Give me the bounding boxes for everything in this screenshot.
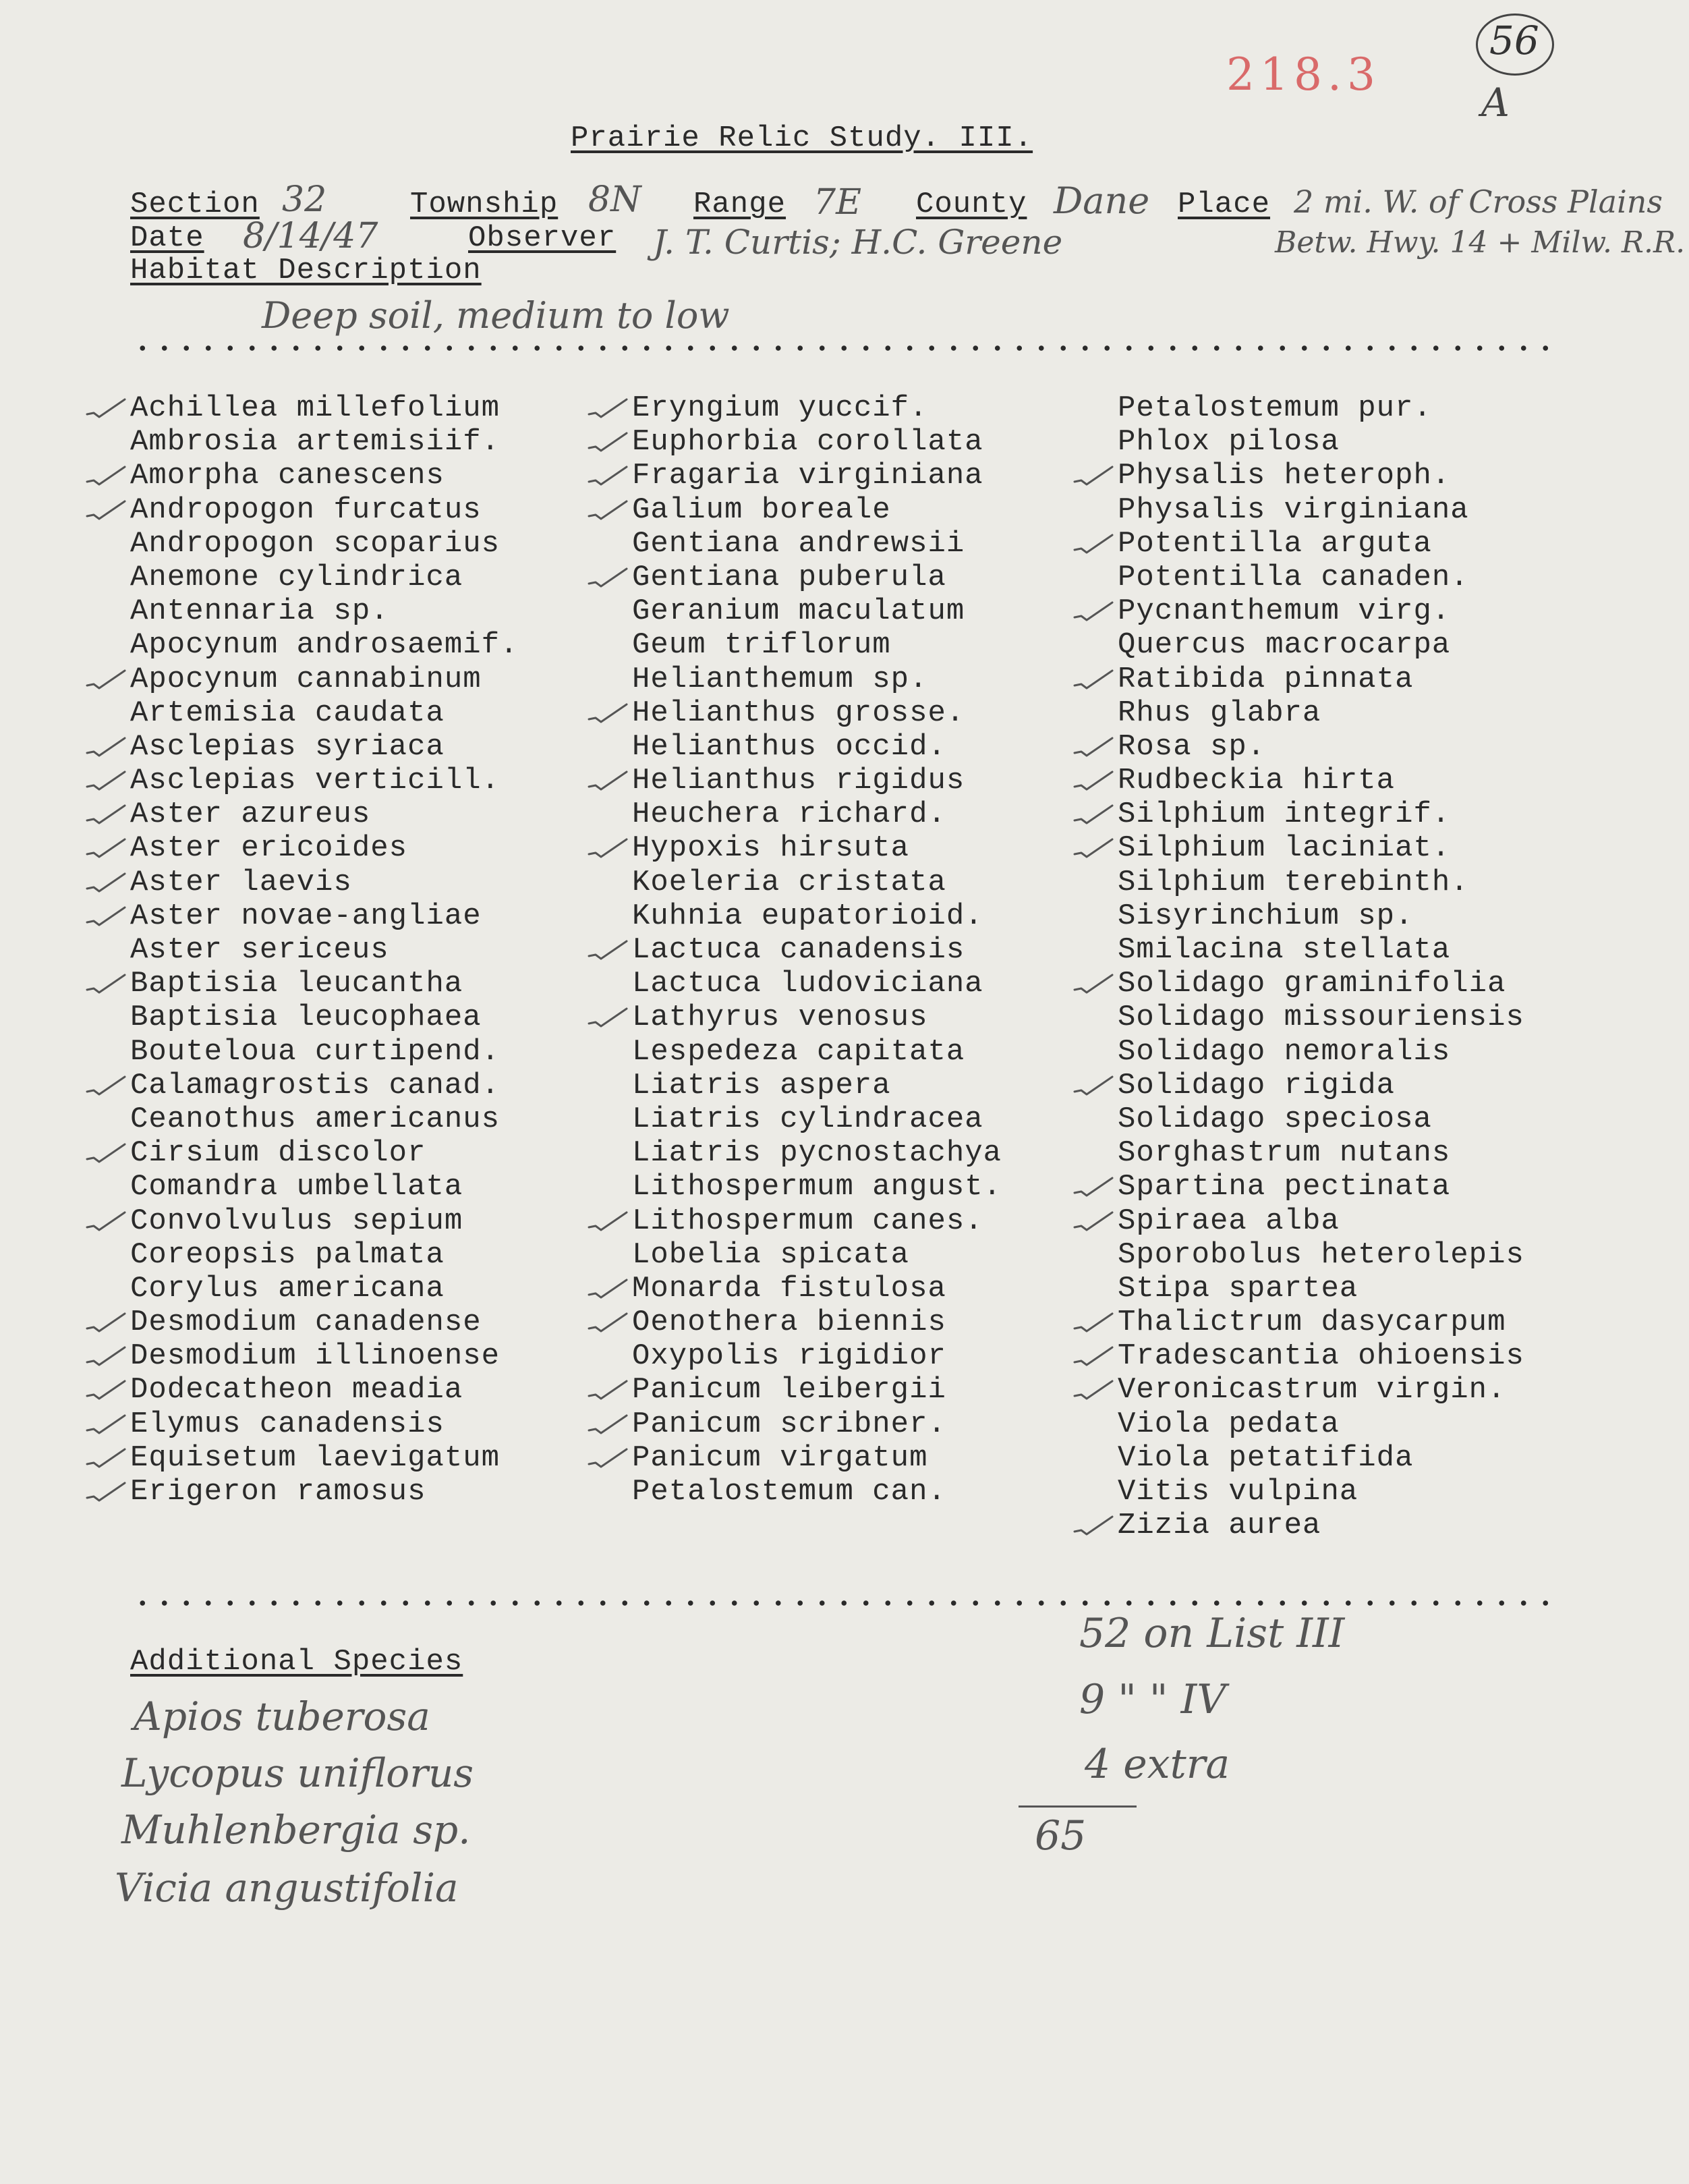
species-row <box>632 797 1002 831</box>
checkmark-icon <box>1072 527 1115 561</box>
species-row <box>1118 933 1524 967</box>
checkmark-icon <box>84 459 127 493</box>
checkmark-icon <box>84 1475 127 1509</box>
species-name: Thalictrum dasycarpum <box>1118 1306 1506 1340</box>
checkmark-icon <box>84 967 127 1001</box>
species-name: Koeleria cristata <box>632 865 946 899</box>
species-row <box>632 1272 1002 1306</box>
tally-total: 65 <box>1035 1812 1087 1859</box>
species-name: Phlox pilosa <box>1118 425 1340 459</box>
checkmark-icon <box>84 899 127 933</box>
species-row <box>1118 899 1524 933</box>
species-name: Zizia aurea <box>1118 1509 1321 1543</box>
checkmark-icon <box>586 459 629 493</box>
species-row <box>1118 1069 1524 1102</box>
species-name: Andropogon scoparius <box>130 526 500 561</box>
species-row <box>1118 628 1524 662</box>
species-name: Petalostemum can. <box>632 1475 946 1509</box>
county-value: Dane <box>1054 179 1150 222</box>
species-name: Aster laevis <box>130 865 352 899</box>
species-row <box>632 1475 1002 1509</box>
species-row <box>632 1170 1002 1204</box>
species-row <box>1118 459 1524 493</box>
species-column-3 <box>1118 391 1524 1542</box>
species-name: Apocynum cannabinum <box>130 662 482 696</box>
species-row <box>632 628 1002 662</box>
species-name: Liatris pycnostachya <box>632 1136 1002 1171</box>
species-name: Geum triflorum <box>632 628 891 663</box>
species-row <box>1118 425 1524 459</box>
species-name: Silphium laciniat. <box>1118 831 1451 866</box>
species-row <box>130 1475 519 1509</box>
species-row <box>130 663 519 696</box>
species-name: Lithospermum canes. <box>632 1204 983 1238</box>
species-row <box>632 899 1002 933</box>
species-name: Amorpha canescens <box>130 459 445 493</box>
checkmark-icon <box>84 1204 127 1238</box>
checkmark-icon <box>1072 1204 1115 1238</box>
species-name: Silphium integrif. <box>1118 797 1451 832</box>
species-row <box>632 1373 1002 1407</box>
species-row <box>130 696 519 730</box>
species-row <box>130 933 519 967</box>
species-row <box>1118 764 1524 797</box>
species-name: Heuchera richard. <box>632 797 946 832</box>
checkmark-icon <box>84 663 127 696</box>
additional-label: Additional Species <box>130 1645 463 1679</box>
species-row <box>1118 1102 1524 1136</box>
species-name: Lithospermum angust. <box>632 1170 1002 1204</box>
species-row <box>632 1069 1002 1102</box>
checkmark-icon <box>586 764 629 797</box>
species-name: Bouteloua curtipend. <box>130 1034 500 1069</box>
species-name: Stipa spartea <box>1118 1271 1358 1306</box>
place-value-line2: Betw. Hwy. 14 + Milw. R.R. <box>1275 225 1686 260</box>
species-name: Aster ericoides <box>130 831 408 866</box>
species-name: Anemone cylindrica <box>130 560 463 594</box>
checkmark-icon <box>1072 764 1115 797</box>
species-name: Monarda fistulosa <box>632 1271 946 1306</box>
additional-item: Vicia angustifolia <box>115 1865 459 1911</box>
species-name: Lobelia spicata <box>632 1237 910 1272</box>
tally-sum-line <box>1019 1805 1137 1808</box>
species-name: Rhus glabra <box>1118 696 1321 730</box>
checkmark-icon <box>586 933 629 967</box>
species-name: Galium boreale <box>632 493 891 527</box>
checkmark-icon <box>1072 1170 1115 1204</box>
species-row <box>130 628 519 662</box>
species-row <box>632 561 1002 594</box>
species-name: Geranium maculatum <box>632 594 965 629</box>
species-row <box>1118 1136 1524 1170</box>
habitat-label: Habitat Description <box>130 254 482 287</box>
checkmark-icon <box>84 1339 127 1373</box>
tally-line-2: 9 " " IV <box>1079 1676 1226 1723</box>
species-name: Vitis vulpina <box>1118 1475 1358 1509</box>
divider-bottom <box>132 1600 1555 1606</box>
species-name: Comandra umbellata <box>130 1170 463 1204</box>
section-value: 32 <box>282 179 327 220</box>
observer-value: J. T. Curtis; H.C. Greene <box>653 223 1063 262</box>
species-name: Baptisia leucophaea <box>130 1001 482 1035</box>
species-name: Achillea millefolium <box>130 391 500 425</box>
species-row <box>1118 391 1524 425</box>
checkmark-icon <box>84 730 127 764</box>
species-name: Erigeron ramosus <box>130 1475 426 1509</box>
checkmark-icon <box>1072 1373 1115 1407</box>
species-row <box>130 594 519 628</box>
checkmark-icon <box>1072 967 1115 1001</box>
checkmark-icon <box>1072 730 1115 764</box>
species-row <box>632 831 1002 865</box>
species-row <box>130 1373 519 1407</box>
species-row <box>130 899 519 933</box>
checkmark-icon <box>84 391 127 425</box>
species-row <box>1118 1035 1524 1069</box>
checkmark-icon <box>1072 663 1115 696</box>
range-value: 7E <box>813 182 862 223</box>
species-row <box>130 1069 519 1102</box>
species-name: Ceanothus americanus <box>130 1102 500 1136</box>
species-row <box>1118 730 1524 764</box>
species-row <box>632 764 1002 797</box>
species-name: Aster sericeus <box>130 933 389 967</box>
species-row <box>130 1238 519 1272</box>
page-letter: A <box>1481 80 1510 125</box>
species-row <box>632 1339 1002 1373</box>
checkmark-icon <box>84 797 127 831</box>
place-label: Place <box>1178 188 1271 221</box>
species-row <box>130 967 519 1001</box>
species-row <box>1118 1407 1524 1441</box>
species-row <box>130 1102 519 1136</box>
species-name: Helianthus grosse. <box>632 696 965 730</box>
species-column-1 <box>130 391 519 1509</box>
species-name: Apocynum androsaemif. <box>130 628 519 663</box>
species-name: Spartina pectinata <box>1118 1170 1451 1204</box>
species-name: Panicum leibergii <box>632 1373 946 1407</box>
species-row <box>1118 1509 1524 1542</box>
species-name: Silphium terebinth. <box>1118 865 1469 899</box>
species-name: Gentiana andrewsii <box>632 526 965 561</box>
species-row <box>130 1035 519 1069</box>
species-row <box>130 493 519 527</box>
species-row <box>632 967 1002 1001</box>
species-name: Pycnanthemum virg. <box>1118 594 1451 629</box>
species-row <box>130 391 519 425</box>
date-value: 8/14/47 <box>243 216 378 256</box>
checkmark-icon <box>1072 831 1115 865</box>
species-row <box>632 1035 1002 1069</box>
species-row <box>632 663 1002 696</box>
archive-number: 218.3 <box>1226 49 1381 101</box>
species-row <box>632 391 1002 425</box>
township-value: 8N <box>588 179 641 220</box>
species-row <box>1118 797 1524 831</box>
species-row <box>632 1204 1002 1238</box>
species-name: Gentiana puberula <box>632 560 946 594</box>
species-name: Viola petatifida <box>1118 1440 1414 1475</box>
species-name: Andropogon furcatus <box>130 493 482 527</box>
species-name: Quercus macrocarpa <box>1118 628 1451 663</box>
species-row <box>130 866 519 899</box>
checkmark-icon <box>586 391 629 425</box>
species-name: Dodecatheon meadia <box>130 1373 463 1407</box>
species-row <box>130 1170 519 1204</box>
species-column-2 <box>632 391 1002 1509</box>
species-name: Potentilla canaden. <box>1118 560 1469 594</box>
divider-top <box>132 345 1555 351</box>
species-row <box>632 696 1002 730</box>
species-name: Aster azureus <box>130 797 371 832</box>
species-row <box>632 1441 1002 1475</box>
species-name: Sisyrinchium sp. <box>1118 899 1414 933</box>
species-row <box>632 1306 1002 1339</box>
species-name: Corylus americana <box>130 1271 445 1306</box>
checkmark-icon <box>84 1069 127 1102</box>
species-row <box>130 764 519 797</box>
additional-item: Apios tuberosa <box>134 1693 430 1739</box>
additional-item: Muhlenbergia sp. <box>121 1807 471 1853</box>
species-name: Kuhnia eupatorioid. <box>632 899 983 933</box>
species-row <box>1118 1441 1524 1475</box>
species-name: Antennaria sp. <box>130 594 389 629</box>
species-row <box>130 561 519 594</box>
species-name: Convolvulus sepium <box>130 1204 463 1238</box>
species-name: Helianthus rigidus <box>632 764 965 798</box>
species-name: Desmodium canadense <box>130 1306 482 1340</box>
species-row <box>632 493 1002 527</box>
species-row <box>632 425 1002 459</box>
species-row <box>130 797 519 831</box>
species-row <box>632 1407 1002 1441</box>
species-name: Elymus canadensis <box>130 1407 445 1441</box>
checkmark-icon <box>586 1001 629 1034</box>
checkmark-icon <box>84 831 127 865</box>
page-number: 56 <box>1489 18 1539 63</box>
species-name: Rudbeckia hirta <box>1118 764 1396 798</box>
species-name: Solidago speciosa <box>1118 1102 1432 1136</box>
species-row <box>632 933 1002 967</box>
checkmark-icon <box>84 1306 127 1339</box>
checkmark-icon <box>586 1441 629 1475</box>
species-row <box>632 730 1002 764</box>
checkmark-icon <box>1072 1509 1115 1542</box>
species-row <box>1118 967 1524 1001</box>
checkmark-icon <box>586 561 629 594</box>
species-row <box>1118 1373 1524 1407</box>
species-name: Tradescantia ohioensis <box>1118 1339 1524 1374</box>
checkmark-icon <box>84 866 127 899</box>
checkmark-icon <box>1072 1339 1115 1373</box>
species-row <box>130 527 519 561</box>
species-name: Sporobolus heterolepis <box>1118 1237 1524 1272</box>
species-row <box>1118 1204 1524 1238</box>
species-name: Aster novae-angliae <box>130 899 482 933</box>
checkmark-icon <box>586 493 629 527</box>
species-name: Lespedeza capitata <box>632 1034 965 1069</box>
species-row <box>1118 527 1524 561</box>
species-name: Liatris cylindracea <box>632 1102 983 1136</box>
species-row <box>130 730 519 764</box>
species-name: Lactuca canadensis <box>632 933 965 967</box>
species-row <box>130 1306 519 1339</box>
township-label: Township <box>410 188 559 221</box>
county-label: County <box>916 188 1027 221</box>
species-row <box>130 459 519 493</box>
species-name: Rosa sp. <box>1118 729 1266 764</box>
species-row <box>1118 1475 1524 1509</box>
checkmark-icon <box>84 1136 127 1170</box>
species-name: Hypoxis hirsuta <box>632 831 910 866</box>
checkmark-icon <box>586 1306 629 1339</box>
species-row <box>1118 493 1524 527</box>
species-row <box>1118 663 1524 696</box>
checkmark-icon <box>586 425 629 459</box>
tally-line-1: 52 on List III <box>1079 1610 1345 1657</box>
species-name: Helianthemum sp. <box>632 662 928 696</box>
species-name: Viola pedata <box>1118 1407 1340 1441</box>
species-row <box>632 866 1002 899</box>
checkmark-icon <box>84 493 127 527</box>
checkmark-icon <box>84 764 127 797</box>
species-row <box>1118 1339 1524 1373</box>
species-name: Sorghastrum nutans <box>1118 1136 1451 1171</box>
species-name: Physalis virginiana <box>1118 493 1469 527</box>
species-row <box>632 1102 1002 1136</box>
species-name: Panicum virgatum <box>632 1440 928 1475</box>
species-name: Calamagrostis canad. <box>130 1068 500 1102</box>
species-row <box>130 1272 519 1306</box>
section-label: Section <box>130 188 260 221</box>
species-row <box>1118 594 1524 628</box>
species-row <box>1118 1306 1524 1339</box>
species-name: Solidago nemoralis <box>1118 1034 1451 1069</box>
species-name: Baptisia leucantha <box>130 967 463 1001</box>
species-row <box>130 1339 519 1373</box>
tally-line-3: 4 extra <box>1085 1741 1230 1788</box>
page-title: Prairie Relic Study. III. <box>571 121 1033 155</box>
additional-item: Lycopus uniflorus <box>121 1750 474 1796</box>
species-row <box>632 1001 1002 1034</box>
species-row <box>1118 561 1524 594</box>
checkmark-icon <box>84 1441 127 1475</box>
species-row <box>130 1407 519 1441</box>
species-name: Coreopsis palmata <box>130 1237 445 1272</box>
checkmark-icon <box>586 1407 629 1441</box>
species-name: Petalostemum pur. <box>1118 391 1432 425</box>
date-label: Date <box>130 221 204 255</box>
species-name: Helianthus occid. <box>632 729 946 764</box>
species-row <box>130 1001 519 1034</box>
species-name: Asclepias syriaca <box>130 729 445 764</box>
checkmark-icon <box>586 1272 629 1306</box>
species-name: Solidago graminifolia <box>1118 967 1506 1001</box>
checkmark-icon <box>586 831 629 865</box>
checkmark-icon <box>84 1407 127 1441</box>
species-name: Cirsium discolor <box>130 1136 426 1171</box>
species-name: Solidago rigida <box>1118 1068 1396 1102</box>
checkmark-icon <box>84 1373 127 1407</box>
species-name: Spiraea alba <box>1118 1204 1340 1238</box>
species-name: Lactuca ludoviciana <box>632 967 983 1001</box>
species-row <box>632 1238 1002 1272</box>
species-row <box>1118 1001 1524 1034</box>
species-name: Equisetum laevigatum <box>130 1440 500 1475</box>
checkmark-icon <box>1072 797 1115 831</box>
species-name: Oxypolis rigidior <box>632 1339 946 1374</box>
species-name: Potentilla arguta <box>1118 526 1432 561</box>
species-row <box>130 831 519 865</box>
habitat-value: Deep soil, medium to low <box>262 294 730 337</box>
species-row <box>130 1136 519 1170</box>
checkmark-icon <box>586 1373 629 1407</box>
species-row <box>130 425 519 459</box>
checkmark-icon <box>1072 1306 1115 1339</box>
species-name: Smilacina stellata <box>1118 933 1451 967</box>
species-row <box>632 1136 1002 1170</box>
checkmark-icon <box>1072 459 1115 493</box>
species-name: Fragaria virginiana <box>632 459 983 493</box>
species-name: Solidago missouriensis <box>1118 1001 1524 1035</box>
species-name: Lathyrus venosus <box>632 1001 928 1035</box>
checkmark-icon <box>1072 594 1115 628</box>
species-name: Asclepias verticill. <box>130 764 500 798</box>
species-row <box>1118 1170 1524 1204</box>
observer-label: Observer <box>468 221 617 255</box>
species-name: Ambrosia artemisiif. <box>130 425 500 459</box>
species-name: Veronicastrum virgin. <box>1118 1373 1506 1407</box>
species-name: Euphorbia corollata <box>632 425 983 459</box>
species-name: Desmodium illinoense <box>130 1339 500 1374</box>
checkmark-icon <box>586 696 629 730</box>
species-row <box>1118 1272 1524 1306</box>
species-row <box>1118 831 1524 865</box>
species-row <box>632 594 1002 628</box>
species-name: Panicum scribner. <box>632 1407 946 1441</box>
place-value-line1: 2 mi. W. of Cross Plains <box>1294 184 1663 220</box>
checkmark-icon <box>1072 1069 1115 1102</box>
species-row <box>130 1441 519 1475</box>
species-row <box>130 1204 519 1238</box>
species-row <box>1118 866 1524 899</box>
species-name: Eryngium yuccif. <box>632 391 928 425</box>
species-name: Liatris aspera <box>632 1068 891 1102</box>
species-row <box>1118 1238 1524 1272</box>
species-row <box>1118 696 1524 730</box>
species-name: Oenothera biennis <box>632 1306 946 1340</box>
checkmark-icon <box>586 1204 629 1238</box>
range-label: Range <box>693 188 786 221</box>
species-row <box>632 459 1002 493</box>
species-name: Artemisia caudata <box>130 696 445 730</box>
species-row <box>632 527 1002 561</box>
species-name: Physalis heteroph. <box>1118 459 1451 493</box>
species-name: Ratibida pinnata <box>1118 662 1414 696</box>
